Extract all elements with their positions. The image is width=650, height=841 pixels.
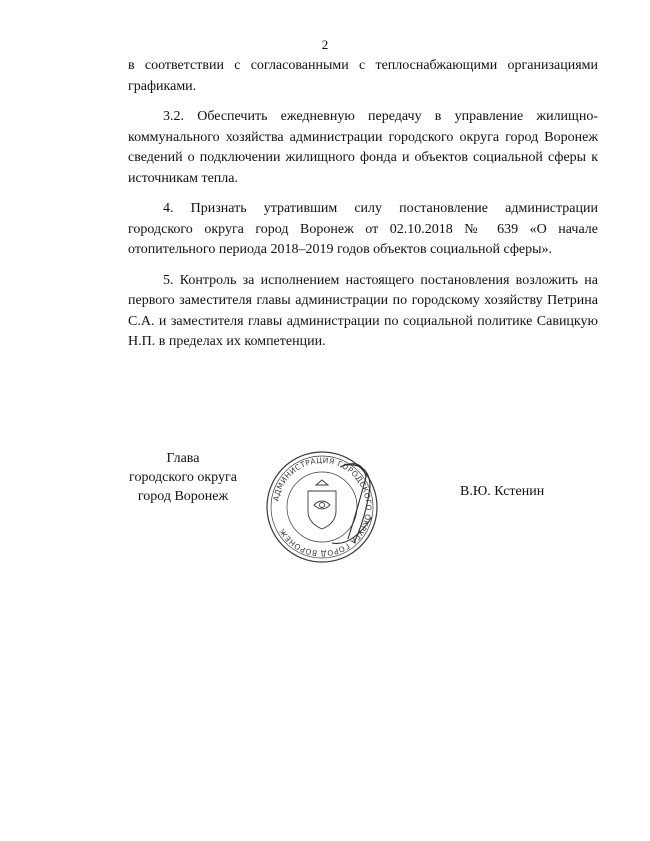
signature-block [0, 447, 650, 567]
page-number: 2 [321, 37, 329, 52]
position-line-1: Глава [166, 451, 200, 466]
paragraph-5: 5. Контроль за исполнением настоящего постановления возложить на первого заместителя главы администрации по городскому хозяйству Петрина С.А. и заместителя главы администрации по социальной политике Савицкую Н.П. в пределах их компетенции. [128, 272, 598, 349]
coat-of-arms-icon [308, 480, 336, 529]
svg-text:АДМИНИСТРАЦИЯ ГОРОДСКОГО ОКРУГ: АДМИНИСТРАЦИЯ ГОРОДСКОГО ОКРУГА ГОРОД ВОРОНЕЖ [271, 455, 374, 559]
document-body [128, 56, 598, 363]
signer-name: В.Ю. Кстенин [460, 484, 545, 499]
paragraph-4: 4. Признать утратившим силу постановление администрации городского округа город Воронеж от 02.10.2018 № 639 «О начале отопительного периода 2018–2019 годов объектов социальной сферы». [128, 201, 598, 257]
paragraph-continuation: в соответствии с согласованными с теплоснабжающими организациями графиками. [128, 58, 598, 94]
position-line-2: городского округа [129, 470, 237, 485]
official-seal [262, 447, 382, 567]
paragraph-3-2: 3.2. Обеспечить ежедневную передачу в управление жилищно-коммунального хозяйства администрации городского округа город Воронеж сведений о подключении жилищного фонда и объектов социальной сферы к источникам тепла. [128, 109, 598, 186]
signer-position [108, 449, 258, 506]
position-line-3: город Воронеж [137, 489, 229, 504]
